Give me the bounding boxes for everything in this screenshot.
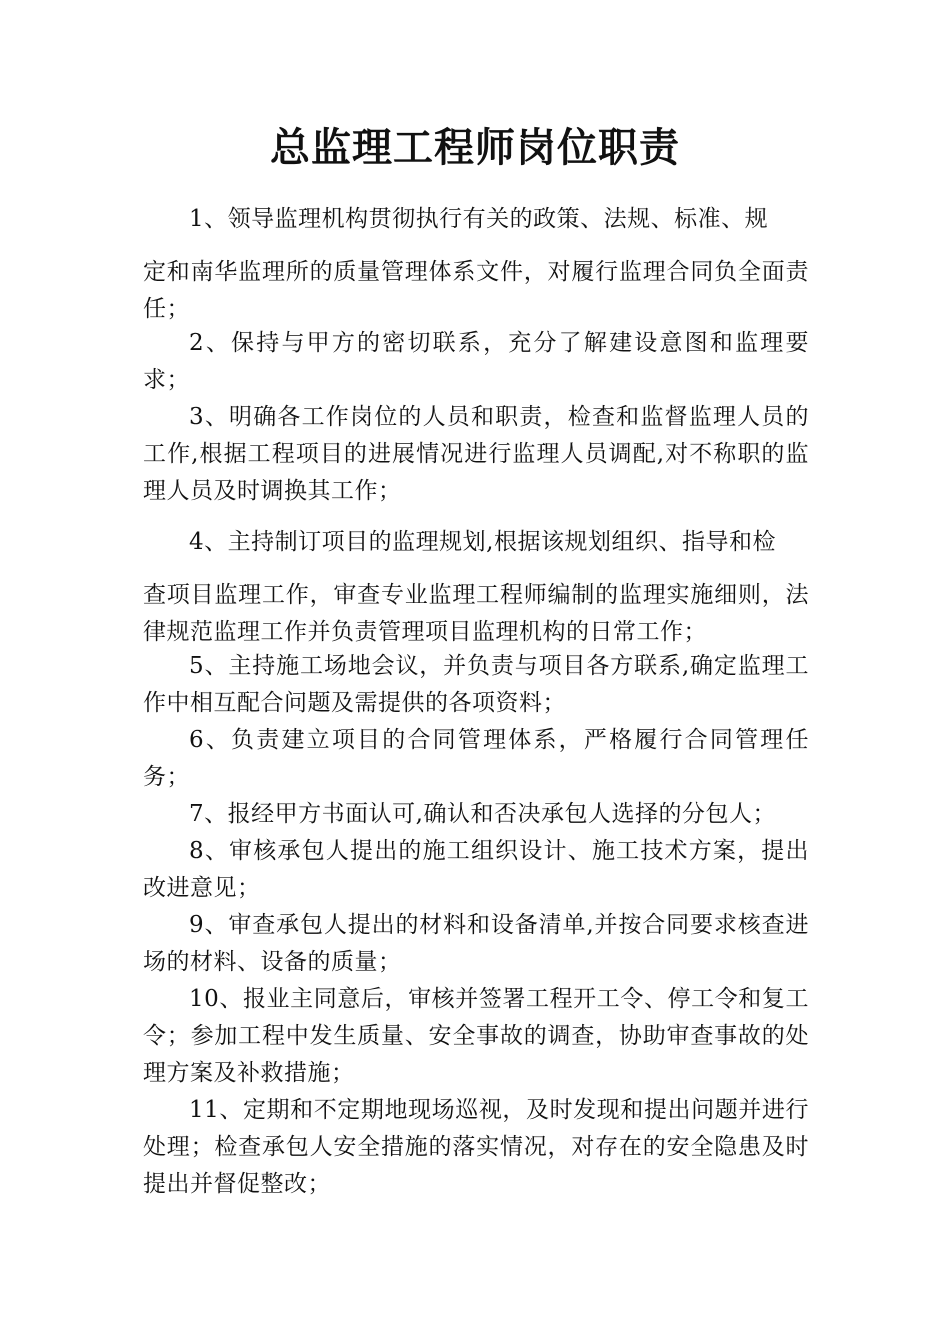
duty-item-1-line-1: 1、领导监理机构贯彻执行有关的政策、法规、标准、规 xyxy=(189,206,769,232)
duty-item-2: 2、保持与甲方的密切联系，充分了解建设意图和监理要求； xyxy=(143,330,809,393)
duty-item-3: 3、明确各工作岗位的人员和职责，检查和监督监理人员的工作,根据工程项目的进展情况进行监理人员调配,对不称职的监理人员及时调换其工作； xyxy=(143,404,809,504)
duty-item-4 xyxy=(143,524,809,651)
duty-item-6: 6、负责建立项目的合同管理体系，严格履行合同管理任务； xyxy=(143,727,809,790)
duty-item-10: 10、报业主同意后，审核并签署工程开工令、停工令和复工令；参加工程中发生质量、安全事故的调查，协助审查事故的处理方案及补救措施； xyxy=(143,986,809,1086)
duty-item-8: 8、审核承包人提出的施工组织设计、施工技术方案，提出改进意见； xyxy=(143,838,809,901)
duty-item-4-line-2: 查项目监理工作，审查专业监理工程师编制的监理实施细则，法律规范监理工作并负责管理项目监理机构的日常工作； xyxy=(143,582,809,645)
duty-item-1 xyxy=(143,201,809,328)
duty-item-9: 9、审查承包人提出的材料和设备清单,并按合同要求核查进场的材料、设备的质量； xyxy=(143,912,809,975)
duty-item-5: 5、主持施工场地会议，并负责与项目各方联系,确定监理工作中相互配合问题及需提供的各项资料； xyxy=(143,653,809,716)
duty-item-11: 11、定期和不定期地现场巡视，及时发现和提出问题并进行处理；检查承包人安全措施的落实情况，对存在的安全隐患及时提出并督促整改； xyxy=(143,1097,809,1197)
duty-item-1-line-2: 定和南华监理所的质量管理体系文件，对履行监理合同负全面责任； xyxy=(143,259,809,322)
page-title: 总监理工程师岗位职责 xyxy=(270,125,680,171)
duty-item-7: 7、报经甲方书面认可,确认和否决承包人选择的分包人； xyxy=(189,801,776,827)
duty-item-4-line-1: 4、主持制订项目的监理规划,根据该规划组织、指导和检 xyxy=(189,529,776,555)
